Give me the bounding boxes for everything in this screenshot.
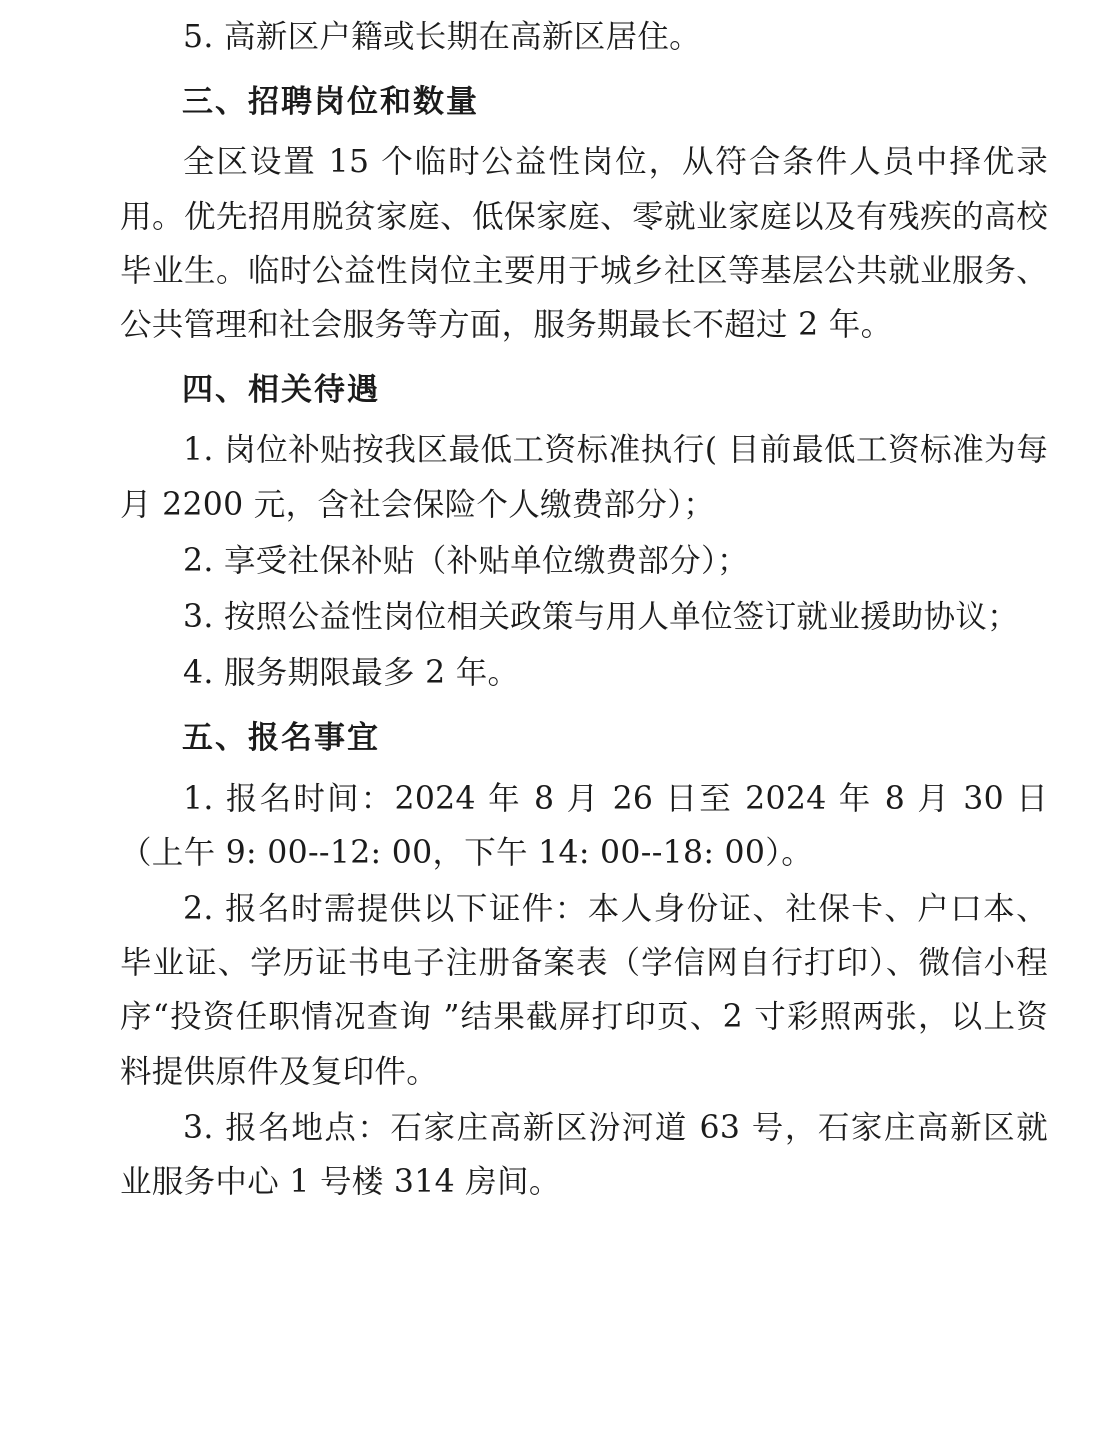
list-item-benefit-3: 3. 按照公益性岗位相关政策与用人单位签订就业援助协议； <box>183 599 1019 635</box>
list-item-registration-documents: 2. 报名时需提供以下证件：本人身份证、社保卡、户口本、毕业证、学历证书电子注册备案表（学信网自行打印）、微信小程序“投资任职情况查询 ”结果截屏打印页、2 寸彩照两张，以上资料提供原件及复印件。 <box>120 891 1048 1090</box>
section-heading-positions: 三、招聘岗位和数量 <box>182 84 479 121</box>
list-item-registration-time: 1. 报名时间：2024 年 8 月 26 日至 2024 年 8 月 30 日（上午 9: 00--12: 00，下午 14: 00--18: 00）。 <box>120 780 1048 871</box>
list-item-benefit-1: 1. 岗位补贴按我区最低工资标准执行( 目前最低工资标准为每月 2200 元，含社会保险个人缴费部分）； <box>120 432 1048 523</box>
section-heading-registration: 五、报名事宜 <box>182 720 380 757</box>
list-item-benefit-4: 4. 服务期限最多 2 年。 <box>183 655 520 692</box>
document-body <box>120 10 1048 1209</box>
paragraph-positions-detail: 全区设置 15 个临时公益性岗位，从符合条件人员中择优录用。优先招用脱贫家庭、低保家庭、零就业家庭以及有残疾的高校毕业生。临时公益性岗位主要用于城乡社区等基层公共就业服务、公共管理和社会服务等方面，服务期最长不超过 2 年。 <box>120 144 1048 343</box>
list-item-registration-location: 3. 报名地点：石家庄高新区汾河道 63 号，石家庄高新区就业服务中心 1 号楼 314 房间。 <box>120 1109 1048 1200</box>
list-item-requirement-5: 5. 高新区户籍或长期在高新区居住。 <box>183 19 701 55</box>
section-heading-benefits: 四、相关待遇 <box>182 372 380 409</box>
list-item-benefit-2: 2. 享受社保补贴（补贴单位缴费部分）； <box>183 542 749 579</box>
